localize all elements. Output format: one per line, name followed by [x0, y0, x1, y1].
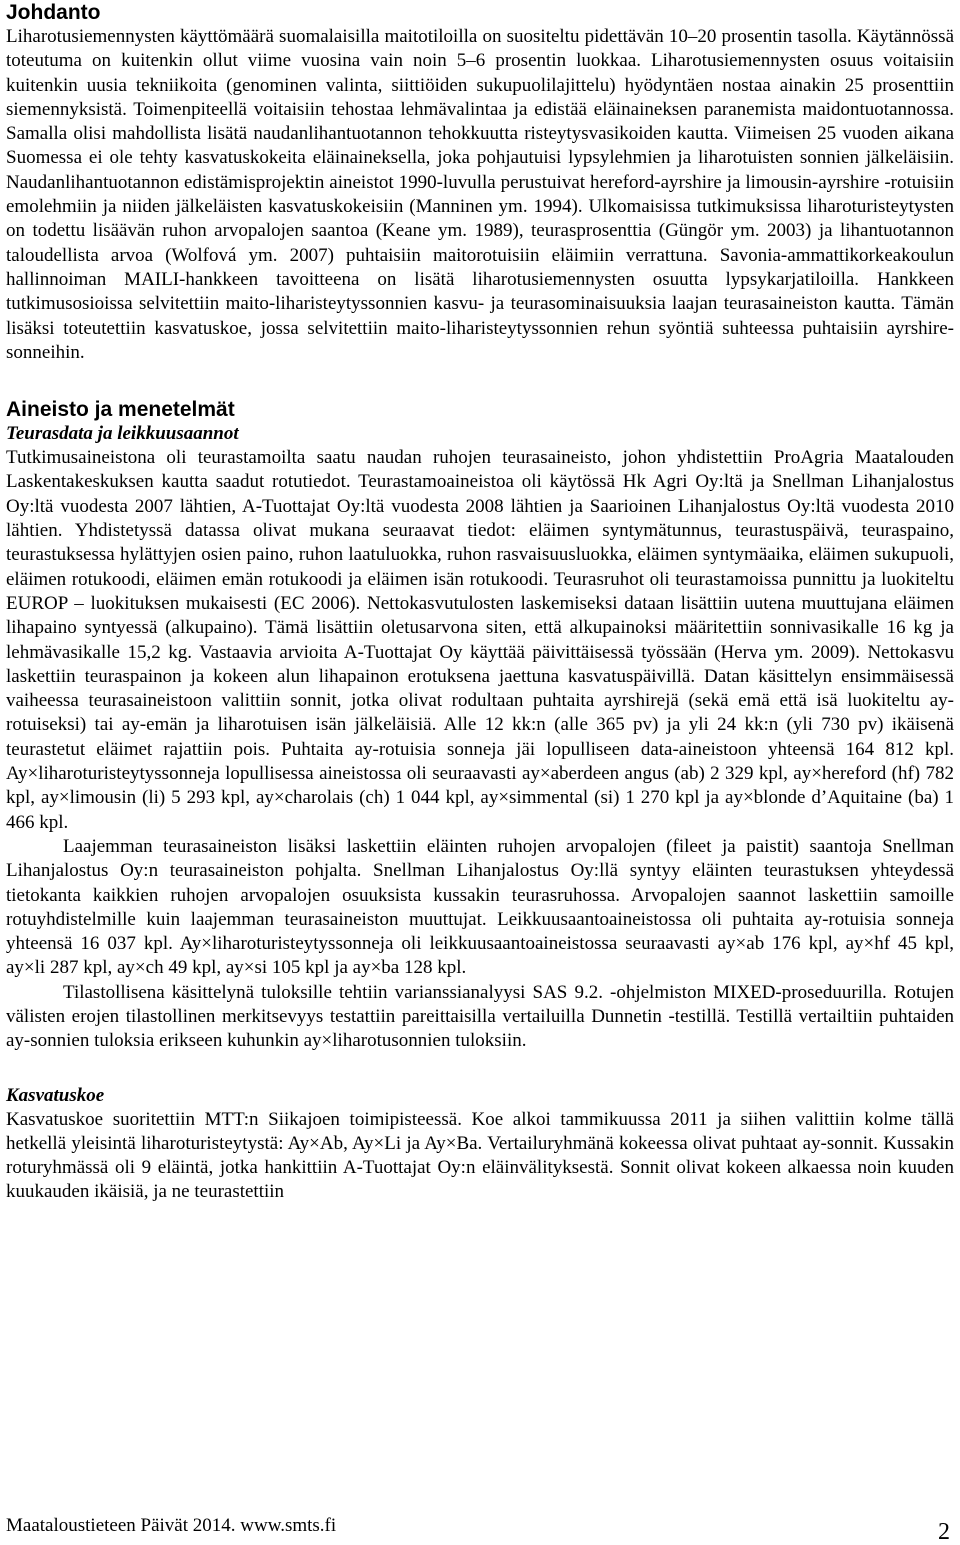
page-footer: [6, 1514, 950, 1545]
methods-heading: Aineisto ja menetelmät: [6, 398, 235, 422]
paper-page: [6, 0, 954, 1205]
intro-paragraph: Liharotusiemennysten käyttömäärä suomalaisilla maitotiloilla on suositeltu pidettävän 10–20 prosentin tasolla. Käytännössä toteutuma on kuitenkin ollut viime vuosina vain noin 5–6 prosentin luokkaa. Liharotusiemennysten osuus voitaisiin kuitenkin uusia tekniikoita (genominen valinta, siittiöiden sukupuolilajittelu) hyödyntäen nostaa ainakin 25 prosenttiin siemennyksistä. Toimenpiteellä voitaisiin tehostaa lehmävalintaa ja edistää eläinaineksen paranemista maidontuotannossa. Samalla olisi mahdollista lisätä naudanlihantuotannon tehokkuutta risteytysvasikoiden kautta. Viimeisen 25 vuoden aikana Suomessa ei ole tehty kasvatuskokeita eläinaineksella, joka pohjautuisi lypsylehmien ja liharotuisten sonnien jälkeläisiin. Naudanlihantuotannon edistämisprojektin aineistot 1990-luvulla perustuivat hereford-ayrshire ja limousin-ayrshire -rotuisiin emolehmiin ja niiden jälkeläisten kasvatuskokeisiin (Manninen ym. 1994). Ulkomaisissa tutkimuksissa liharoturisteytysten on todettu lisäävän ruhon arvopalojen saantoa (Keane ym. 1989), teurasprosenttia (Güngör ym. 2003) ja lihantuotannon taloudellista arvoa (Wolfová ym. 2007) puhtaisiin maitorotuisiin eläimiin verrattuna. Savonia-ammattikorkeakoulun hallinnoiman MAILI-hankkeen tavoitteena on lisätä liharotusiemennysten osuutta lypsykarjatiloilla. Hankkeen tutkimusosioissa selvitettiin maito-liharisteytyssonnien kasvu- ja teurasominaisuuksia laajan teurasaineiston kautta. Tämän lisäksi toteutettiin kasvatuskoe, jossa selvitettiin maito-liharisteytyssonnien rehun syöntiä suhteessa puhtaisiin ayrshire-sonneihin.: [6, 26, 954, 363]
methods-paragraph-1: Tutkimusaineistona oli teurastamoilta saatu naudan ruhojen teurasaineisto, johon yhdistettiin ProAgria Maatalouden Laskentakeskuksen kautta saadut rotutiedot. Teurastamoaineistoa oli käytössä Hk Agri Oy:ltä ja Snellman Lihanjalostus Oy:ltä vuodesta 2007 lähtien, A-Tuottajat Oy:ltä vuodesta 2008 lähtien ja Saarioinen Lihanjalostus Oy:ltä vuodesta 2010 lähtien. Yhdistetyssä datassa olivat mukana seuraavat tiedot: eläimen syntymätunnus, teurastuspäivä, teuraspaino, teurastuksessa hylättyjen osien paino, ruhon laatuluokka, ruhon rasvaisuusluokka, eläimen syntymäaika, eläimen sukupuoli, eläimen rotukoodi, eläimen emän rotukoodi ja eläimen isän rotukoodi. Teurasruhot oli teurastamoissa punnittu ja luokiteltu EUROP – luokituksen mukaisesti (EC 2006). Nettokasvutulosten laskemiseksi dataan lisättiin uutena muuttujana eläimen lihapaino syntyessä (alkupaino). Tämä lisättiin oletusarvona siten, että alkupainoksi määritettiin sonnivasikalle 16 kg ja lehmävasikalle 15,2 kg. Vastaavia arvioita A-Tuottajat Oy käyttää päivittäisessä työssään (Herva ym. 2009). Nettokasvu laskettiin teuraspainon ja kokeen alun lihapainon erotuksena jaettuna kasvatuspäivillä. Datan käsittelyn ensimmäisessä vaiheessa teurasaineistoon valittiin sonnit, jotka olivat rodultaan puhtaita ayrshirejä (sekä emä että isä luokiteltu ay-rotuiseksi) tai ay-emän ja liharotuisen isän jälkeläisiä. Alle 12 kk:n (alle 365 pv) ja yli 24 kk:n (yli 730 pv) ikäisenä teurastetut eläimet rajattiin pois. Puhtaita ay-rotuisia sonneja jäi lopulliseen data-aineistoon yhteensä 164 812 kpl. Ay×liharoturisteytyssonneja lopullisessa aineistossa oli seuraavasti ay×aberdeen angus (ab) 2 329 kpl, ay×hereford (hf) 782 kpl, ay×limousin (li) 5 293 kpl, ay×charolais (ch) 1 044 kpl, ay×simmental (si) 1 270 kpl ja ay×blonde d’Aquitaine (ba) 1 466 kpl.: [6, 447, 954, 833]
page-number: 2: [938, 1519, 950, 1545]
intro-heading: Johdanto: [6, 1, 101, 24]
methods-paragraph-2: Laajemman teurasaineiston lisäksi laskettiin eläinten ruhojen arvopalojen (fileet ja paistit) saantoja Snellman Lihanjalostus Oy:n teurasaineiston pohjalta. Snellman Lihanjalostus Oy:llä syntyy eläinten teurastuksen yhteydessä tietokanta kaikkien ruhojen arvopalojen osuuksista kussakin teurasruhossa. Arvopalojen saannot laskettiin samoille rotuyhdistelmille kuin laajemman teurasaineiston muuttujat. Leikkuusaantoaineistossa oli puhtaita ay-rotuisia sonneja yhteensä 16 037 kpl. Ay×liharoturisteytyssonneja oli leikkuusaantoaineistossa seuraavasti ay×ab 176 kpl, ay×hf 45 kpl, ay×li 287 kpl, ay×ch 49 kpl, ay×si 105 kpl ja ay×ba 128 kpl.: [6, 835, 954, 979]
methods-paragraph-4: Kasvatuskoe suoritettiin MTT:n Siikajoen toimipisteessä. Koe alkoi tammikuussa 2011 ja siihen valittiin kolme tällä hetkellä yleisintä liharoturisteytystä: Ay×Ab, Ay×Li ja Ay×Ba. Vertailuryhmänä kokeessa olivat puhtaat ay-sonnit. Kussakin roturyhmässä oli 9 eläintä, jotka hankittiin A-Tuottajat Oy:n eläinvälityksestä. Sonnit olivat kokeen alkaessa noin kuuden kuukauden ikäisiä, ja ne teurastettiin: [6, 1108, 954, 1203]
footer-source: Maataloustieteen Päivät 2014. www.smts.fi: [6, 1515, 337, 1536]
subheading-teurasdata: Teurasdata ja leikkuusaannot: [6, 423, 239, 445]
subheading-kasvatuskoe: Kasvatuskoe: [6, 1084, 105, 1106]
methods-paragraph-3: Tilastollisena käsittelynä tuloksille tehtiin varianssianalyysi SAS 9.2. -ohjelmiston MIXED-proseduurilla. Rotujen välisten erojen tilastollinen merkitsevyys testattiin pareittaisilla vertailuilla Dunnetin -testillä. Testillä vertailtiin puhtaiden ay-sonnien tuloksia erikseen kuhunkin ay×liharotusonnien tuloksiin.: [6, 981, 954, 1052]
